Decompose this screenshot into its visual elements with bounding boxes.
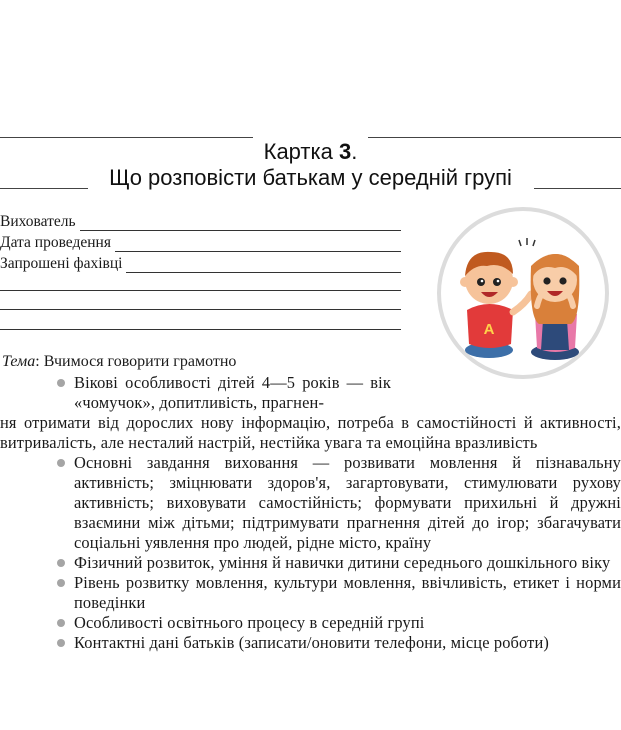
card-title <box>0 139 621 165</box>
list-item: Рівень розвитку мовлення, культури мовлення, ввічливість, етикет і норми поведінки <box>0 573 621 613</box>
list-item: Фізичний розвиток, уміння й навички дитини середнього дошкільного віку <box>0 553 621 573</box>
educator-label: Вихователь <box>0 213 76 230</box>
card-title-label: Картка <box>263 139 333 164</box>
specialists-field[interactable] <box>0 255 401 273</box>
list-item-first-line: Вікові особливості дітей 4—5 років — вік «чомучок», допитливість, прагнен- <box>74 373 391 412</box>
list-item: Основні завдання виховання — розвивати мовлення й пізнавальну активність; зміцнювати здоров'я, загартовувати, стимулювати рухову активність; виховувати самостійність; формувати прихильні й дружні взаємини між дітьми; підтримувати прагнення дітей до ігор; збагачувати соціальні уявлення про людей, рідне місто, країну <box>0 453 621 553</box>
list-item-continuation: ня отримати від дорослих нову інформацію, потреба в самостійності й активності, витривалість, але несталий настрій, нестійка увага та емоційна вразливість <box>0 413 621 452</box>
specialists-line[interactable] <box>126 258 401 273</box>
specialists-label: Запрошені фахівці <box>0 255 123 272</box>
date-line[interactable] <box>115 237 401 252</box>
children-illustration <box>427 206 619 380</box>
blank-line-2[interactable] <box>0 309 401 310</box>
topic <box>2 352 236 372</box>
girl-figure <box>531 254 580 360</box>
topics-list <box>0 373 621 653</box>
card-title-number: 3 <box>338 139 352 164</box>
card-title-dot: . <box>351 139 358 164</box>
blank-line-1[interactable] <box>0 290 401 291</box>
educator-line[interactable] <box>80 216 401 231</box>
blank-line-3[interactable] <box>0 329 401 330</box>
illustration-circle <box>439 209 607 377</box>
topic-label: Тема <box>2 353 36 370</box>
header-rule-right <box>368 137 621 138</box>
date-field[interactable] <box>0 234 401 252</box>
header-rule-left <box>0 137 253 138</box>
list-item: Контактні дані батьків (записати/оновити телефони, місце роботи) <box>0 633 621 653</box>
card-subtitle: Що розповісти батькам у середній групі <box>109 165 512 190</box>
topic-separator: : <box>35 353 44 370</box>
list-item: Особливості освітнього процесу в середній групі <box>0 613 621 633</box>
date-label: Дата проведення <box>0 234 111 251</box>
educator-field[interactable] <box>0 213 401 231</box>
boy-shirt-letter: A <box>483 321 495 338</box>
topic-text: Вчимося говорити грамотно <box>43 353 237 370</box>
list-item <box>0 373 621 453</box>
